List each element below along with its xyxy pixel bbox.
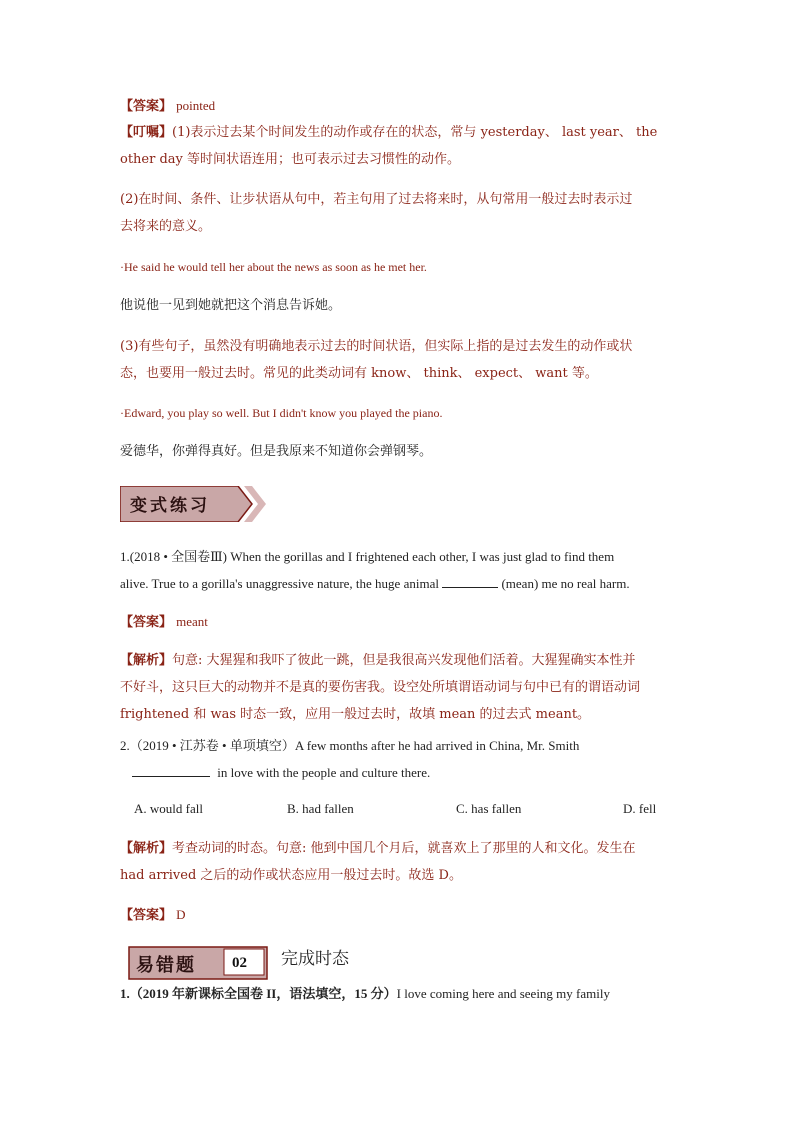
q2-option-a: A. would fall xyxy=(134,801,203,816)
q2-answer xyxy=(120,901,676,929)
q1-line2-before: alive. True to a gorilla's unaggressive nature, the huge animal xyxy=(120,576,443,591)
q3-line1-rest: I love coming here and seeing my family xyxy=(396,986,610,1001)
q1-line2-after: (mean) me no real harm. xyxy=(498,576,630,591)
tip-3-cont xyxy=(120,360,676,387)
error-banner xyxy=(128,946,268,980)
q2-blank xyxy=(132,764,210,777)
q3-line1-source: 1.（2019 年新课标全国卷 II，语法填空，15 分） xyxy=(120,986,397,1001)
error-banner-number: 02 xyxy=(232,955,247,971)
tip-1 xyxy=(120,119,676,146)
q3-line1 xyxy=(120,980,676,1007)
intro-answer xyxy=(120,92,676,120)
q2-option-b: B. had fallen xyxy=(287,801,354,816)
q1-answer-tag: 【答案】 xyxy=(120,615,173,630)
q2-analysis-line1: 考查动词的时态。句意: 他到中国几个月后，就喜欢上了那里的人和文化。发生在 xyxy=(172,841,636,856)
tip-tag: 【叮嘱】 xyxy=(120,125,173,140)
answer-value: pointed xyxy=(176,98,216,113)
q1-line2 xyxy=(120,570,676,597)
q1-answer-value: meant xyxy=(176,614,208,629)
q1-analysis-tag: 【解析】 xyxy=(120,653,173,668)
q2-option-d: D. fell xyxy=(623,801,657,816)
example-1-cn: 他说他一见到她就把这个消息告诉她。 xyxy=(120,298,342,313)
example-2-cn: 爱德华，你弹得真好。但是我原来不知道你会弹钢琴。 xyxy=(120,444,433,459)
tip-2-cont xyxy=(120,213,676,240)
example-1-en: ·He said he would tell her about the news as soon as he met her. xyxy=(120,260,427,274)
q2-line1: 2.（2019 • 江苏卷 • 单项填空）A few months after he had arrived in China, Mr. Smith xyxy=(120,738,580,753)
q1-analysis-line2: 不好斗，这只巨大的动物并不是真的要伤害我。设空处所填谓语动词与句中已有的谓语动词 xyxy=(120,680,641,695)
q2-option-c: C. has fallen xyxy=(456,801,522,816)
tip-3-line2: 态，也要用一般过去时。常见的此类动词有 know、 think、 expect、 want 等。 xyxy=(120,366,598,381)
answer-tag: 【答案】 xyxy=(120,99,173,114)
tip-3 xyxy=(120,333,676,360)
q1-analysis-line3: frightened 和 was 时态一致，应用一般过去时，故填 mean 的过去式 meant。 xyxy=(120,707,591,722)
example-2-en: ·Edward, you play so well. But I didn't know you played the piano. xyxy=(120,406,443,420)
q2-analysis-tag: 【解析】 xyxy=(120,841,173,856)
tip-1-line1: (1)表示过去某个时间发生的动作或存在的状态，常与 yesterday、 last year、 the xyxy=(172,125,658,140)
section-banner-label: 变式练习 xyxy=(130,496,210,516)
tip-1-line2: other day 等时间状语连用；也可表示过去习惯性的动作。 xyxy=(120,152,461,167)
q2-answer-value: D xyxy=(176,907,186,922)
section-banner xyxy=(120,486,270,522)
error-banner-label: 易错题 xyxy=(136,955,196,976)
q1-answer xyxy=(120,608,676,636)
q2-answer-tag: 【答案】 xyxy=(120,908,173,923)
q2-analysis xyxy=(120,835,676,862)
q1-blank xyxy=(442,575,498,588)
tip-2-line2: 去将来的意义。 xyxy=(120,219,212,234)
q2-line2 xyxy=(120,759,676,786)
q1-analysis-line1: 句意: 大猩猩和我吓了彼此一跳，但是我很高兴发现他们活着。大猩猩确实本性并 xyxy=(172,653,636,668)
tip-3-line1: (3)有些句子，虽然没有明确地表示过去的时间状语，但实际上指的是过去发生的动作或状 xyxy=(120,339,633,354)
tip-2 xyxy=(120,186,676,213)
tip-1-cont xyxy=(120,146,676,173)
error-title: 完成时态 xyxy=(281,949,349,969)
q1-line1: 1.(2018 • 全国卷Ⅲ) When the gorillas and I frightened each other, I was just glad to find them xyxy=(120,549,615,564)
tip-2-line1: (2)在时间、条件、让步状语从句中，若主句用了过去将来时，从句常用一般过去时表示过 xyxy=(120,192,633,207)
q2-line2-after: in love with the people and culture there. xyxy=(214,765,431,780)
q2-analysis-line2: had arrived 之后的动作或状态应用一般过去时。故选 D。 xyxy=(120,868,462,883)
q1-analysis xyxy=(120,647,676,674)
